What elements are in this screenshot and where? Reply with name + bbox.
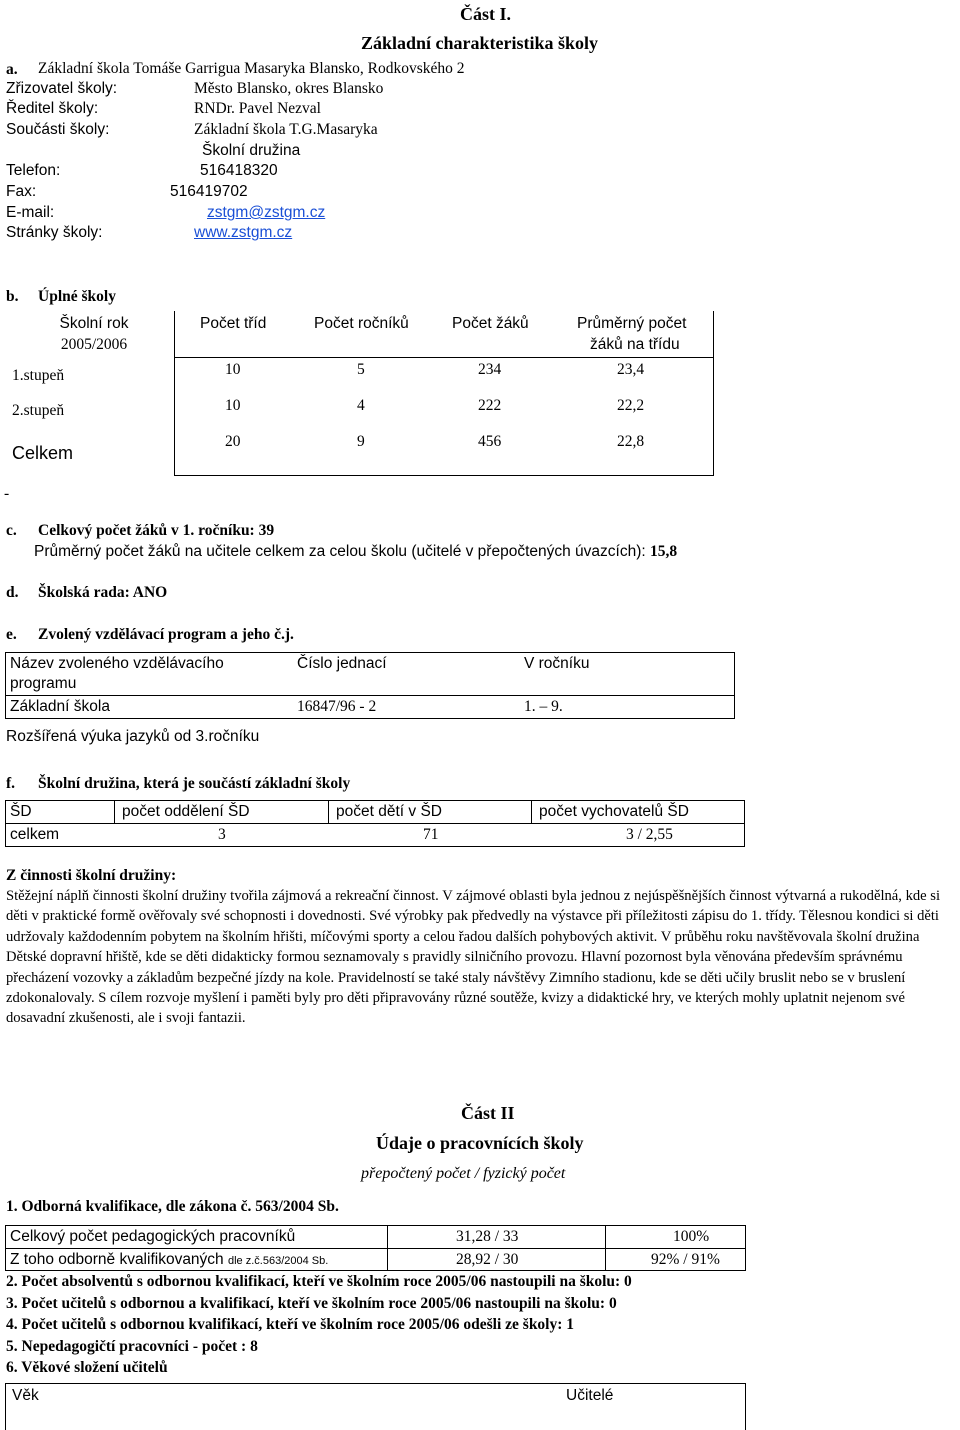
cell-total-pupils: 456 [478,433,502,450]
qualified-staff-label: Z toho odborně kvalifikovaných dle z.č.563/2004 Sb. [10,1251,329,1268]
program-grades: 1. – 9. [524,698,563,715]
section-f-letter: f. [6,775,16,792]
row-label-stage2: 2.stupeň [12,402,65,419]
program-header-grades: V ročníku [524,655,590,672]
cell-total-average: 22,8 [617,433,645,450]
parts-value-school: Základní škola T.G.Masaryka [194,121,378,138]
qualified-staff-law: dle z.č.563/2004 Sb. [228,1255,329,1267]
cell-stage1-average: 23,4 [617,361,645,378]
qualified-staff-percent: 92% / 91% [651,1251,720,1268]
phone-label: Telefon: [6,162,61,179]
activity-text: Stěžejní náplň činnosti školní družiny tvořila zájmová a rekreační činnost. V zájmové oblasti byla jednou z nejúspěšnějších činnost výtvarná a rukodělná, kde si děti v praktické formě ověřovaly své schopnosti i dovednosti. Své výrobky pak předvedly na výstavce při příležitosti zápisu do 1. třídy. Tělesnou kondici si děti udržovaly každodenním pobytem na školním hřišti, míčovými sporty a celou řadou dalších pohybových aktivit. V průběhu roku navštěvovala školní družina Dětské dopravní hřiště, kde se děti didakticky formou seznamovaly s pravidly silničního provozu. Hlavní pozornost byla věnována především správnému přecházení vozovky a základům bezpečné jízdy na kole. Pravidelností se také staly návštěvy Zimního stadionu, kde se děti učily bruslit nebo se v bruslení zdokonalovaly. S cílem rozvoje myšlení i paměti byly pro děti připravovány různé soutěže, kvizy a didaktické hry, ve kterých mohly uplatnit nejenom své dosavadní zkušenosti, ale i svoji fantazii. [6,888,941,1027]
club-children: 71 [423,826,439,843]
director-value: RNDr. Pavel Nezval [194,100,321,117]
header-classes: Počet tříd [200,315,267,332]
program-number: 16847/96 - 2 [297,698,377,715]
teachers-header: Učitelé [566,1387,614,1404]
header-pupils: Počet žáků [452,315,529,332]
program-name: Základní škola [10,698,110,715]
item-a-letter: a. [6,61,18,78]
email-label: E-mail: [6,204,55,221]
age-header: Věk [12,1387,39,1404]
staff-item-6: 6. Věkové složení učitelů [6,1359,168,1376]
cell-stage2-pupils: 222 [478,397,502,414]
dash-mark: - [4,485,10,502]
cell-stage2-grades: 4 [357,397,365,414]
section-c-text: Průměrný počet žáků na učitele celkem za celou školu (učitelé v přepočtených úvazcích): 15,8 [34,543,678,560]
phone-value: 516418320 [200,162,278,179]
section-e-title: Zvolený vzdělávací program a jeho č.j. [38,626,294,643]
fax-label: Fax: [6,183,37,200]
program-header-name-2: programu [10,675,77,692]
email-link[interactable]: zstgm@zstgm.cz [207,204,326,221]
web-label: Stránky školy: [6,224,103,241]
cell-total-grades: 9 [357,433,365,450]
part2-title: Část II [461,1103,515,1123]
section-d-title: Školská rada: ANO [38,584,168,601]
staff-item-3: 3. Počet učitelů s odbornou a kvalifikací, kteří ve školním roce 2005/06 nastoupili na školu: 0 [6,1295,617,1312]
cell-stage1-grades: 5 [357,361,365,378]
section-d-letter: d. [6,584,19,601]
founder-label: Zřizovatel školy: [6,80,118,97]
header-grades: Počet ročníků [314,315,409,332]
club-header-educators: počet vychovatelů ŠD [539,803,689,820]
total-staff-count: 31,28 / 33 [456,1228,519,1245]
part2-subtitle: Údaje o pracovnících školy [376,1133,584,1153]
staff-item-1: 1. Odborná kvalifikace, dle zákona č. 563/2004 Sb. [6,1198,339,1215]
cell-stage2-average: 22,2 [617,397,645,414]
part2-note: přepočtený počet / fyzický počet [361,1165,566,1182]
total-staff-percent: 100% [673,1228,710,1245]
activity-title: Z činnosti školní družiny: [6,867,177,884]
row-label-stage1: 1.stupeň [12,367,65,384]
club-educators: 3 / 2,55 [626,826,673,843]
parts-label: Součásti školy: [6,121,110,138]
school-year-label: Školní rok [59,315,129,332]
website-link[interactable]: www.zstgm.cz [194,224,293,241]
club-header-sd: ŠD [10,803,32,820]
section-c-title: Celkový počet žáků v 1. ročníku: 39 [38,522,275,539]
staff-item-4: 4. Počet učitelů s odbornou kvalifikací, kteří ve školním roce 2005/06 odešli ze školy: 1 [6,1316,575,1333]
club-departments: 3 [218,826,226,843]
section-b-letter: b. [6,288,19,305]
section-f-title: Školní družina, která je součástí základní školy [38,775,351,792]
section-c-value: 15,8 [650,543,678,560]
part1-subtitle: Základní charakteristika školy [361,33,599,53]
founder-value: Město Blansko, okres Blansko [194,80,384,97]
section-e-letter: e. [6,626,17,643]
program-note: Rozšířená výuka jazyků od 3.ročníku [6,728,260,745]
school-year-value: 2005/2006 [60,336,128,353]
part1-title: Část I. [460,4,512,24]
program-header-number: Číslo jednací [297,655,387,672]
club-header-departments: počet oddělení ŠD [122,803,250,820]
fax-value: 516419702 [170,183,248,200]
qualified-staff-count: 28,92 / 30 [456,1251,519,1268]
club-row-label: celkem [10,826,60,843]
section-b-title: Úplné školy [38,288,116,305]
cell-stage2-classes: 10 [225,397,241,414]
parts-value-club: Školní družina [202,142,301,159]
row-label-total: Celkem [12,443,74,463]
school-name: Základní škola Tomáše Garrigua Masaryka Blansko, Rodkovského 2 [38,60,465,77]
section-c-letter: c. [6,522,17,539]
cell-stage1-classes: 10 [225,361,241,378]
club-header-children: počet dětí v ŠD [336,803,442,820]
staff-item-2: 2. Počet absolventů s odbornou kvalifikací, kteří ve školním roce 2005/06 nastoupili na školu: 0 [6,1273,632,1290]
cell-stage1-pupils: 234 [478,361,502,378]
staff-item-5: 5. Nepedagogičtí pracovníci - počet : 8 [6,1338,258,1355]
header-average-2: žáků na třídu [590,336,680,353]
director-label: Ředitel školy: [6,100,99,117]
program-header-name: Název zvoleného vzdělávacího [10,655,224,672]
cell-total-classes: 20 [225,433,241,450]
header-average: Průměrný počet [577,315,687,332]
total-staff-label: Celkový počet pedagogických pracovníků [10,1228,296,1245]
